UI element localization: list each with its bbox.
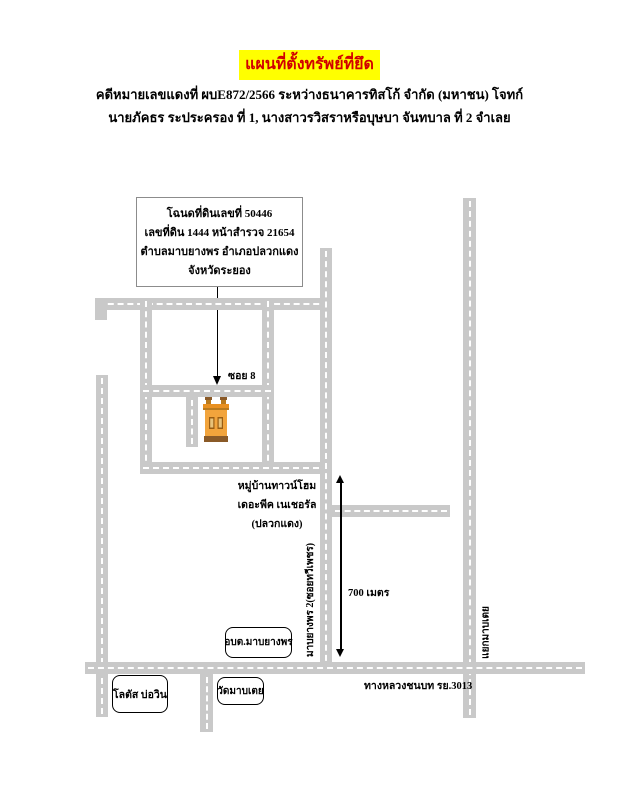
road-top-left-stub (95, 298, 107, 320)
yaek-mabtoei-label: แยกมาบเตย (480, 606, 492, 659)
road-block-bottom (140, 462, 332, 474)
village-label-line2: เดอะพีค เนเชอรัล (237, 500, 317, 511)
village-label-line3: (ปลวกแดง) (251, 519, 303, 530)
landmark-obt-label: อบต.มาบยางพร (224, 637, 293, 648)
road-top-horizontal (95, 298, 332, 310)
location-down-arrow-icon (213, 376, 221, 385)
village-label-line1: หมู่บ้านทาวน์โฮม (237, 481, 317, 492)
subdistrict-line: ตำบลมาบยางพร อำเภอปลวกแดง (140, 246, 299, 258)
case-number-line: คดีหมายเลขแดงที่ ผบE872/2566 ระหว่างธนาคารทิสโก้ จำกัด (มหาชน) โจทก์ (95, 87, 524, 102)
distance-label: 700 เมตร (348, 588, 390, 599)
highway-label: ทางหลวงชนบท รย.3013 (364, 681, 473, 692)
landmark-wat-mabtoei (217, 677, 264, 705)
page-title: แผนที่ตั้งทรัพย์ที่ยึด (239, 50, 380, 80)
road-right-stub (332, 505, 450, 517)
road-yaek-mabtoei (463, 198, 476, 718)
road-mabyangporn-2 (320, 248, 332, 674)
deed-number-line: โฉนดที่ดินเลขที่ 50446 (166, 208, 273, 220)
soi-8-label: ซอย 8 (228, 371, 256, 382)
road-house-stub (186, 397, 198, 447)
distance-arrow-down-icon (336, 649, 344, 657)
parcel-number-line: เลขที่ดิน 1444 หน้าสำรวจ 21654 (144, 227, 295, 239)
road-wat-stub (200, 674, 213, 732)
distance-arrow-line (340, 482, 342, 649)
province-line: จังหวัดระยอง (188, 265, 251, 277)
road-mabyangporn-2-label: มาบยางพร 2(ซอยทวีเพชร) (305, 542, 316, 657)
deed-info-box (136, 197, 303, 287)
landmark-wat-label: วัดมาบเตย (217, 685, 264, 697)
defendants-line: นายภัคธร ระประครอง ที่ 1, นางสาวรวิสราหรือบุษบา จันทบาล ที่ 2 จำเลย (108, 110, 511, 125)
village-label (236, 477, 318, 534)
header (0, 50, 619, 80)
landmark-lotus-bowin (112, 675, 168, 713)
road-highway-3013 (85, 662, 585, 674)
landmark-obt-mabyangporn (225, 627, 292, 658)
landmark-lotus-label: โลตัส บ่อวิน (113, 689, 167, 701)
house-icon (202, 396, 230, 443)
